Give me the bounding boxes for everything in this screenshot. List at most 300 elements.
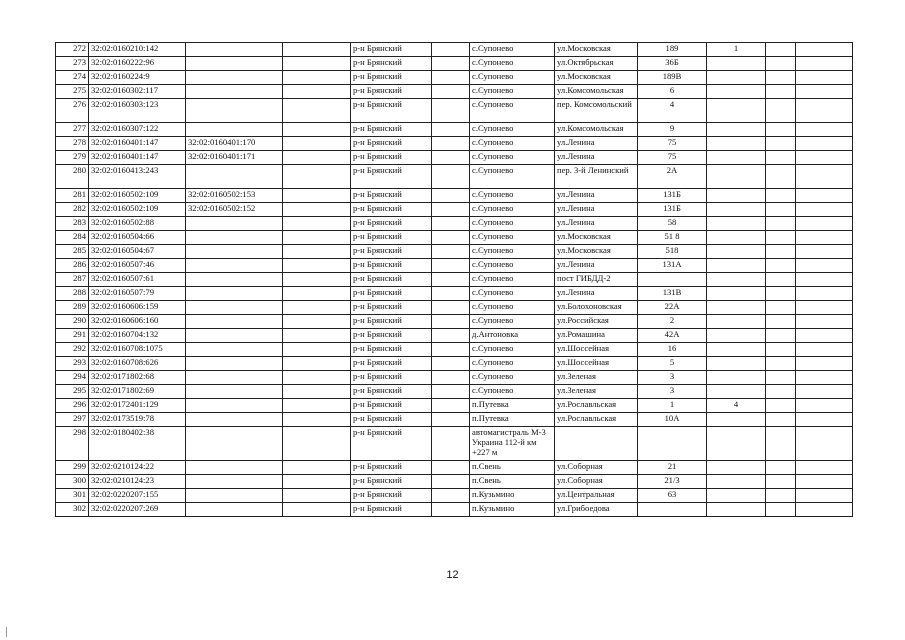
cell-district: р-н Брянский <box>351 287 432 301</box>
cell-district: р-н Брянский <box>351 99 432 123</box>
cell-building-number: 4 <box>707 399 766 413</box>
cell-street: ул.Московская <box>555 43 638 57</box>
cell-house-number: 22А <box>638 301 707 315</box>
cell-linked-cadastral-number <box>186 315 283 329</box>
table-row <box>56 399 853 413</box>
cell-empty-column <box>283 413 351 427</box>
cell-district: р-н Брянский <box>351 475 432 489</box>
cell-building-number <box>707 189 766 203</box>
cell-linked-cadastral-number <box>186 99 283 123</box>
cell-house-number: 131Б <box>638 203 707 217</box>
cell-row-number: 290 <box>56 315 89 329</box>
cell-district: р-н Брянский <box>351 57 432 71</box>
cell-street: ул.Рославльская <box>555 399 638 413</box>
cell-district: р-н Брянский <box>351 273 432 287</box>
cell-empty-column <box>283 273 351 287</box>
cell-cadastral-number: 32:02:0220207:155 <box>89 489 186 503</box>
cell-house-number: 10А <box>638 413 707 427</box>
table-row <box>56 385 853 399</box>
cell-street: ул.Соборная <box>555 461 638 475</box>
cell-building-number <box>707 489 766 503</box>
cell-cadastral-number: 32:02:0210124:23 <box>89 475 186 489</box>
cell-settlement: с.Супонево <box>470 203 555 217</box>
register-table-body <box>56 43 853 517</box>
cell-street: ул.Московская <box>555 231 638 245</box>
cell-settlement: с.Супонево <box>470 99 555 123</box>
cell-building-number <box>707 273 766 287</box>
cell-house-number: 16 <box>638 343 707 357</box>
cell-building-number <box>707 99 766 123</box>
cell-building-number <box>707 329 766 343</box>
cell-district: р-н Брянский <box>351 357 432 371</box>
cell-empty-column-2 <box>432 85 470 99</box>
register-table <box>55 42 853 517</box>
table-row <box>56 273 853 287</box>
cell-empty-column-2 <box>432 217 470 231</box>
cell-settlement: п.Путевка <box>470 399 555 413</box>
cell-building-number <box>707 165 766 189</box>
cell-house-number: 21 <box>638 461 707 475</box>
cell-linked-cadastral-number <box>186 371 283 385</box>
cell-settlement: с.Супонево <box>470 259 555 273</box>
cell-cadastral-number: 32:02:0160502:109 <box>89 189 186 203</box>
cell-empty-column <box>283 217 351 231</box>
cell-row-number: 298 <box>56 427 89 461</box>
cell-cadastral-number: 32:02:0160413:243 <box>89 165 186 189</box>
cell-house-number: 75 <box>638 137 707 151</box>
cell-empty-column <box>283 399 351 413</box>
cell-street: ул.Ленина <box>555 287 638 301</box>
cell-empty-column-2 <box>432 399 470 413</box>
cell-building-number <box>707 231 766 245</box>
cell-extra-column <box>766 85 796 99</box>
table-row <box>56 461 853 475</box>
cell-street: ул.Грибоедова <box>555 503 638 517</box>
cell-linked-cadastral-number <box>186 165 283 189</box>
cell-district: р-н Брянский <box>351 231 432 245</box>
cell-street <box>555 427 638 461</box>
cell-street: ул.Ленина <box>555 259 638 273</box>
cell-district: р-н Брянский <box>351 427 432 461</box>
cell-linked-cadastral-number <box>186 217 283 231</box>
cell-extra-column-2 <box>796 123 853 137</box>
table-row <box>56 329 853 343</box>
cell-house-number: 36Б <box>638 57 707 71</box>
cell-row-number: 276 <box>56 99 89 123</box>
cell-extra-column <box>766 315 796 329</box>
cell-cadastral-number: 32:02:0160401:147 <box>89 151 186 165</box>
cell-house-number <box>638 427 707 461</box>
cell-settlement: автомагистраль М-3 Украина 112-й км +227 м <box>470 427 555 461</box>
cell-linked-cadastral-number: 32:02:0160401:171 <box>186 151 283 165</box>
table-row <box>56 245 853 259</box>
cell-row-number: 279 <box>56 151 89 165</box>
cell-extra-column <box>766 71 796 85</box>
cell-empty-column-2 <box>432 151 470 165</box>
cell-cadastral-number: 32:02:0160504:67 <box>89 245 186 259</box>
cell-building-number <box>707 371 766 385</box>
cell-building-number <box>707 475 766 489</box>
table-row <box>56 137 853 151</box>
cell-row-number: 296 <box>56 399 89 413</box>
cell-empty-column <box>283 85 351 99</box>
cell-extra-column-2 <box>796 329 853 343</box>
cell-cadastral-number: 32:02:0160303:123 <box>89 99 186 123</box>
cell-empty-column-2 <box>432 427 470 461</box>
cell-empty-column-2 <box>432 475 470 489</box>
cell-linked-cadastral-number <box>186 475 283 489</box>
cell-cadastral-number: 32:02:0160210:142 <box>89 43 186 57</box>
cell-house-number: 51 8 <box>638 231 707 245</box>
cell-empty-column-2 <box>432 343 470 357</box>
cell-street: ул.Октябрьская <box>555 57 638 71</box>
cell-district: р-н Брянский <box>351 217 432 231</box>
cell-extra-column <box>766 475 796 489</box>
cell-row-number: 289 <box>56 301 89 315</box>
cell-extra-column-2 <box>796 413 853 427</box>
cell-cadastral-number: 32:02:0172401:129 <box>89 399 186 413</box>
cell-house-number: 131Б <box>638 189 707 203</box>
cell-empty-column-2 <box>432 413 470 427</box>
cell-extra-column-2 <box>796 489 853 503</box>
cell-empty-column <box>283 475 351 489</box>
cell-building-number <box>707 217 766 231</box>
cell-extra-column-2 <box>796 43 853 57</box>
cell-extra-column-2 <box>796 231 853 245</box>
table-row <box>56 57 853 71</box>
cell-cadastral-number: 32:02:0160307:122 <box>89 123 186 137</box>
cell-empty-column-2 <box>432 203 470 217</box>
cell-linked-cadastral-number <box>186 357 283 371</box>
cell-empty-column <box>283 57 351 71</box>
cell-empty-column <box>283 203 351 217</box>
cell-row-number: 302 <box>56 503 89 517</box>
table-row <box>56 43 853 57</box>
cell-row-number: 287 <box>56 273 89 287</box>
cell-district: р-н Брянский <box>351 203 432 217</box>
cell-house-number: 131А <box>638 259 707 273</box>
cell-empty-column-2 <box>432 461 470 475</box>
cell-empty-column-2 <box>432 57 470 71</box>
table-row <box>56 413 853 427</box>
cell-empty-column <box>283 151 351 165</box>
cell-linked-cadastral-number <box>186 489 283 503</box>
cell-cadastral-number: 32:02:0171802:69 <box>89 385 186 399</box>
cell-empty-column-2 <box>432 503 470 517</box>
cell-linked-cadastral-number <box>186 259 283 273</box>
cell-extra-column-2 <box>796 315 853 329</box>
cell-building-number <box>707 301 766 315</box>
cell-row-number: 272 <box>56 43 89 57</box>
cell-empty-column-2 <box>432 43 470 57</box>
cell-extra-column <box>766 371 796 385</box>
cell-cadastral-number: 32:02:0160708:626 <box>89 357 186 371</box>
cell-house-number: 189 <box>638 43 707 57</box>
cell-row-number: 300 <box>56 475 89 489</box>
cell-settlement: с.Супонево <box>470 151 555 165</box>
cell-street: ул.Ленина <box>555 151 638 165</box>
cell-street: ул.Рославльская <box>555 413 638 427</box>
cell-empty-column <box>283 489 351 503</box>
cell-house-number: 5 <box>638 357 707 371</box>
table-row <box>56 357 853 371</box>
cell-empty-column-2 <box>432 137 470 151</box>
cell-settlement: с.Супонево <box>470 189 555 203</box>
cell-district: р-н Брянский <box>351 329 432 343</box>
cell-extra-column <box>766 329 796 343</box>
cell-street: ул.Ленина <box>555 137 638 151</box>
cell-cadastral-number: 32:02:0210124:22 <box>89 461 186 475</box>
cell-linked-cadastral-number <box>186 57 283 71</box>
cell-extra-column-2 <box>796 151 853 165</box>
table-row <box>56 151 853 165</box>
cell-settlement: с.Супонево <box>470 245 555 259</box>
cell-settlement: с.Супонево <box>470 287 555 301</box>
cell-extra-column <box>766 43 796 57</box>
cell-building-number <box>707 343 766 357</box>
cell-cadastral-number: 32:02:0171802:68 <box>89 371 186 385</box>
cell-linked-cadastral-number <box>186 329 283 343</box>
cell-empty-column-2 <box>432 99 470 123</box>
cell-district: р-н Брянский <box>351 43 432 57</box>
cell-settlement: п.Свень <box>470 461 555 475</box>
cell-building-number <box>707 85 766 99</box>
cell-building-number <box>707 413 766 427</box>
cell-extra-column <box>766 151 796 165</box>
cell-building-number <box>707 71 766 85</box>
cell-district: р-н Брянский <box>351 137 432 151</box>
cell-district: р-н Брянский <box>351 489 432 503</box>
table-row <box>56 475 853 489</box>
cell-empty-column-2 <box>432 273 470 287</box>
cell-extra-column-2 <box>796 137 853 151</box>
cell-extra-column-2 <box>796 273 853 287</box>
cell-extra-column-2 <box>796 385 853 399</box>
cell-linked-cadastral-number <box>186 245 283 259</box>
table-row <box>56 217 853 231</box>
table-row <box>56 231 853 245</box>
cell-settlement: п.Кузьмино <box>470 489 555 503</box>
cell-house-number: 6 <box>638 85 707 99</box>
cell-linked-cadastral-number: 32:02:0160401:170 <box>186 137 283 151</box>
table-row <box>56 343 853 357</box>
cell-row-number: 295 <box>56 385 89 399</box>
cell-settlement: с.Супонево <box>470 165 555 189</box>
cell-extra-column <box>766 461 796 475</box>
cell-empty-column <box>283 245 351 259</box>
cell-row-number: 283 <box>56 217 89 231</box>
cell-street: ул.Шоссейная <box>555 343 638 357</box>
cell-building-number <box>707 287 766 301</box>
cell-cadastral-number: 32:02:0160302:117 <box>89 85 186 99</box>
cell-district: р-н Брянский <box>351 399 432 413</box>
cell-house-number: 518 <box>638 245 707 259</box>
cell-cadastral-number: 32:02:0160504:66 <box>89 231 186 245</box>
cell-row-number: 293 <box>56 357 89 371</box>
cell-house-number: 3 <box>638 385 707 399</box>
cell-house-number: 58 <box>638 217 707 231</box>
cell-settlement: с.Супонево <box>470 57 555 71</box>
cell-street: ул.Российская <box>555 315 638 329</box>
cell-extra-column <box>766 489 796 503</box>
cell-empty-column <box>283 259 351 273</box>
cell-empty-column-2 <box>432 165 470 189</box>
cell-extra-column-2 <box>796 343 853 357</box>
cell-empty-column-2 <box>432 385 470 399</box>
cell-row-number: 278 <box>56 137 89 151</box>
cell-street: ул.Ленина <box>555 203 638 217</box>
cell-extra-column <box>766 273 796 287</box>
cell-settlement: с.Супонево <box>470 85 555 99</box>
cell-house-number: 1 <box>638 399 707 413</box>
cell-settlement: с.Супонево <box>470 357 555 371</box>
table-row <box>56 287 853 301</box>
cell-empty-column <box>283 99 351 123</box>
cell-street: пост ГИБДД-2 <box>555 273 638 287</box>
cell-extra-column <box>766 231 796 245</box>
cell-linked-cadastral-number: 32:02:0160502:153 <box>186 189 283 203</box>
cell-house-number: 21/3 <box>638 475 707 489</box>
cell-empty-column <box>283 385 351 399</box>
cell-house-number: 42А <box>638 329 707 343</box>
cell-empty-column <box>283 287 351 301</box>
cell-row-number: 280 <box>56 165 89 189</box>
cell-extra-column-2 <box>796 371 853 385</box>
table-row <box>56 165 853 189</box>
cell-district: р-н Брянский <box>351 503 432 517</box>
cell-house-number: 63 <box>638 489 707 503</box>
cell-district: р-н Брянский <box>351 343 432 357</box>
cell-linked-cadastral-number <box>186 399 283 413</box>
cell-linked-cadastral-number <box>186 43 283 57</box>
cell-district: р-н Брянский <box>351 371 432 385</box>
cell-house-number: 2А <box>638 165 707 189</box>
cell-extra-column <box>766 287 796 301</box>
cell-empty-column <box>283 329 351 343</box>
cell-house-number: 3 <box>638 371 707 385</box>
table-row <box>56 427 853 461</box>
cell-row-number: 301 <box>56 489 89 503</box>
cell-empty-column-2 <box>432 301 470 315</box>
cell-extra-column <box>766 357 796 371</box>
cell-settlement: п.Путевка <box>470 413 555 427</box>
cell-extra-column <box>766 203 796 217</box>
table-row <box>56 489 853 503</box>
cell-row-number: 299 <box>56 461 89 475</box>
cell-building-number: 1 <box>707 43 766 57</box>
cell-extra-column-2 <box>796 287 853 301</box>
cell-cadastral-number: 32:02:0160502:109 <box>89 203 186 217</box>
cell-extra-column <box>766 245 796 259</box>
cell-linked-cadastral-number <box>186 123 283 137</box>
cell-row-number: 288 <box>56 287 89 301</box>
scan-edge-mark <box>6 627 7 637</box>
cell-street: ул.Комсомольская <box>555 85 638 99</box>
cell-extra-column <box>766 165 796 189</box>
cell-linked-cadastral-number <box>186 231 283 245</box>
cell-settlement: с.Супонево <box>470 385 555 399</box>
cell-cadastral-number: 32:02:0160507:46 <box>89 259 186 273</box>
table-row <box>56 203 853 217</box>
cell-settlement: с.Супонево <box>470 71 555 85</box>
cell-empty-column-2 <box>432 329 470 343</box>
cell-extra-column-2 <box>796 165 853 189</box>
cell-settlement: с.Супонево <box>470 315 555 329</box>
cell-extra-column-2 <box>796 57 853 71</box>
table-row <box>56 123 853 137</box>
cell-empty-column <box>283 123 351 137</box>
cell-extra-column <box>766 259 796 273</box>
cell-settlement: с.Супонево <box>470 217 555 231</box>
cell-house-number: 189В <box>638 71 707 85</box>
cell-cadastral-number: 32:02:0160222:96 <box>89 57 186 71</box>
cell-settlement: с.Супонево <box>470 343 555 357</box>
cell-district: р-н Брянский <box>351 301 432 315</box>
cell-empty-column <box>283 71 351 85</box>
cell-extra-column <box>766 137 796 151</box>
cell-street: ул.Шоссейная <box>555 357 638 371</box>
cell-empty-column <box>283 165 351 189</box>
cell-empty-column <box>283 461 351 475</box>
cell-street: ул.Московская <box>555 71 638 85</box>
cell-extra-column <box>766 189 796 203</box>
cell-empty-column-2 <box>432 189 470 203</box>
cell-row-number: 285 <box>56 245 89 259</box>
cell-district: р-н Брянский <box>351 259 432 273</box>
cell-empty-column-2 <box>432 245 470 259</box>
cell-building-number <box>707 151 766 165</box>
cell-district: р-н Брянский <box>351 245 432 259</box>
cell-extra-column <box>766 503 796 517</box>
cell-row-number: 294 <box>56 371 89 385</box>
cell-street: ул.Зеленая <box>555 385 638 399</box>
cell-street: ул.Центральная <box>555 489 638 503</box>
cell-extra-column-2 <box>796 357 853 371</box>
cell-linked-cadastral-number <box>186 461 283 475</box>
cell-empty-column-2 <box>432 123 470 137</box>
cell-linked-cadastral-number <box>186 385 283 399</box>
cell-street: пер. Комсомольский <box>555 99 638 123</box>
cell-empty-column-2 <box>432 357 470 371</box>
cell-extra-column <box>766 99 796 123</box>
table-row <box>56 371 853 385</box>
cell-house-number: 2 <box>638 315 707 329</box>
cell-cadastral-number: 32:02:0160704:132 <box>89 329 186 343</box>
cell-building-number <box>707 57 766 71</box>
cell-empty-column-2 <box>432 489 470 503</box>
cell-empty-column-2 <box>432 71 470 85</box>
cell-linked-cadastral-number <box>186 427 283 461</box>
cell-building-number <box>707 385 766 399</box>
cell-empty-column <box>283 315 351 329</box>
cell-empty-column <box>283 301 351 315</box>
cell-extra-column <box>766 301 796 315</box>
cell-settlement: с.Супонево <box>470 273 555 287</box>
cell-empty-column <box>283 189 351 203</box>
cell-extra-column <box>766 123 796 137</box>
cell-row-number: 277 <box>56 123 89 137</box>
cell-cadastral-number: 32:02:0160224:9 <box>89 71 186 85</box>
cell-district: р-н Брянский <box>351 385 432 399</box>
cell-extra-column-2 <box>796 203 853 217</box>
cell-district: р-н Брянский <box>351 189 432 203</box>
cell-house-number: 9 <box>638 123 707 137</box>
cell-settlement: с.Супонево <box>470 137 555 151</box>
cell-extra-column-2 <box>796 217 853 231</box>
cell-row-number: 286 <box>56 259 89 273</box>
cell-settlement: с.Супонево <box>470 43 555 57</box>
cell-building-number <box>707 315 766 329</box>
